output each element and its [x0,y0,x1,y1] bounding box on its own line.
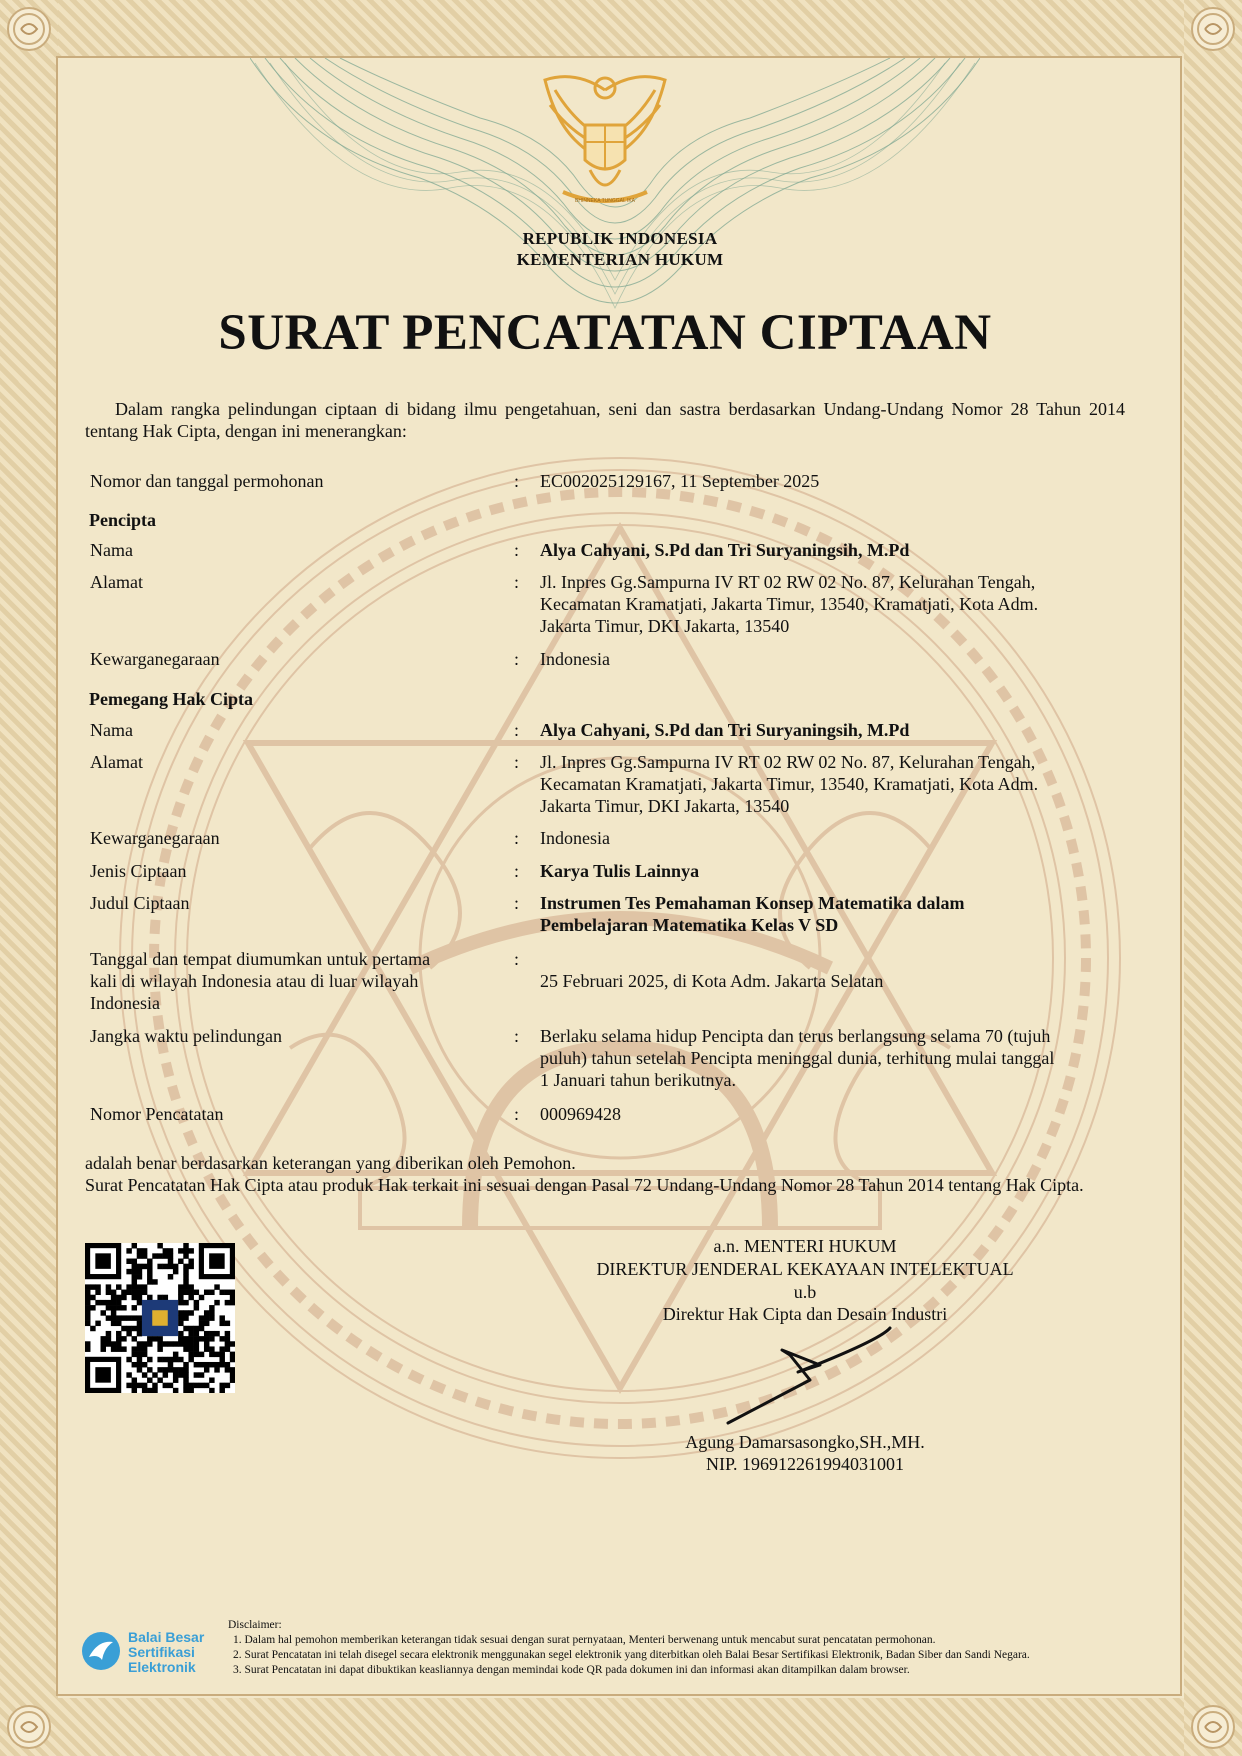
bsre-logo-line: Sertifikasi [128,1644,195,1660]
corner-ornament-icon [1188,4,1238,54]
closing-line-2: Surat Pencatatan Hak Cipta atau produk Hak terkait ini sesuai dengan Pasal 72 Undang-Undang Nomor 28 Tahun 2014 tentang Hak Cipta. [85,1175,1084,1195]
signatory-name: Agung Damarsasongko,SH.,MH. [685,1432,925,1452]
signature-line-2: DIREKTUR JENDERAL KEKAYAAN INTELEKTUAL [596,1259,1014,1279]
border-left [0,0,58,1756]
tanggal-label-line: Tanggal dan tempat diumumkan untuk pertama [90,949,431,969]
separator: : [514,1104,520,1124]
pencipta-nama-value: Alya Cahyani, S.Pd dan Tri Suryaningsih, M.Pd [540,540,910,560]
border-top [0,0,1242,58]
nomor-label: Nomor dan tanggal permohonan [90,471,324,491]
separator: : [514,1026,520,1046]
pencipta-nama-label: Nama [90,540,133,560]
signature-line-3: u.b [793,1282,817,1302]
separator: : [514,572,520,592]
disclaimer-item: 3. Surat Pencatatan ini dapat dibuktikan keasliannya dengan memindai kode QR pada dokumen ini dan informasi akan ditampilkan dalam browser. [233,1664,910,1676]
bsre-logo-icon [80,1630,122,1672]
jangka-waktu-label: Jangka waktu pelindungan [90,1026,282,1046]
separator: : [514,893,520,913]
intro-paragraph: Dalam rangka pelindungan ciptaan di bidang ilmu pengetahuan, seni dan sastra berdasarkan Undang-Undang Nomor 28 Tahun 2014 tentang Hak Cipta, dengan ini menerangkan: [85,399,1125,441]
page-title: SURAT PENCATATAN CIPTAAN [218,305,992,361]
pencipta-alamat-line: Jl. Inpres Gg.Sampurna IV RT 02 RW 02 No. 87, Kelurahan Tengah, [540,572,1036,592]
jangka-waktu-line: 1 Januari tahun berikutnya. [540,1070,736,1090]
pemegang-kewarganegaraan-value: Indonesia [540,828,610,848]
corner-ornament-icon [4,1702,54,1752]
garuda-emblem-icon [535,60,675,220]
bsre-logo-line: Elektronik [128,1659,196,1675]
separator: : [514,861,520,881]
qr-code [85,1243,235,1393]
pencipta-kewarganegaraan-label: Kewarganegaraan [90,649,220,669]
separator: : [514,540,520,560]
pemegang-kewarganegaraan-label: Kewarganegaraan [90,828,220,848]
separator: : [514,471,520,491]
pencipta-kewarganegaraan-value: Indonesia [540,649,610,669]
signature-line-1: a.n. MENTERI HUKUM [713,1236,897,1256]
jangka-waktu-line: Berlaku selama hidup Pencipta dan terus berlangsung selama 70 (tujuh [540,1026,1051,1046]
tanggal-label-line: kali di wilayah Indonesia atau di luar wilayah [90,971,419,991]
separator: : [514,720,520,740]
closing-line-1: adalah benar berdasarkan keterangan yang diberikan oleh Pemohon. [85,1153,576,1173]
pemegang-alamat-line: Jl. Inpres Gg.Sampurna IV RT 02 RW 02 No. 87, Kelurahan Tengah, [540,752,1036,772]
jenis-ciptaan-label: Jenis Ciptaan [90,861,187,881]
tanggal-value: 25 Februari 2025, di Kota Adm. Jakarta Selatan [540,971,884,991]
pencipta-heading: Pencipta [89,510,156,530]
header-kementerian: KEMENTERIAN HUKUM [516,250,724,269]
nomor-value: EC002025129167, 11 September 2025 [540,471,820,491]
corner-ornament-icon [1188,1702,1238,1752]
pencipta-alamat-line: Jakarta Timur, DKI Jakarta, 13540 [540,616,790,636]
separator: : [514,828,520,848]
disclaimer-heading: Disclaimer: [228,1619,282,1631]
border-right [1184,0,1242,1756]
signatory-nip: NIP. 196912261994031001 [705,1454,904,1474]
pemegang-nama-value: Alya Cahyani, S.Pd dan Tri Suryaningsih, M.Pd [540,720,910,740]
pemegang-nama-label: Nama [90,720,133,740]
jangka-waktu-line: puluh) tahun setelah Pencipta meninggal dunia, terhitung mulai tanggal [540,1048,1055,1068]
handwritten-signature [720,1320,900,1430]
pencipta-alamat-line: Kecamatan Kramatjati, Jakarta Timur, 13540, Kramatjati, Kota Adm. [540,594,1039,614]
judul-ciptaan-line: Instrumen Tes Pemahaman Konsep Matematika dalam [540,893,965,913]
pemegang-alamat-line: Jakarta Timur, DKI Jakarta, 13540 [540,796,790,816]
header-republik: REPUBLIK INDONESIA [522,229,718,248]
signature-line-4: Direktur Hak Cipta dan Desain Industri [662,1304,948,1324]
pemegang-alamat-label: Alamat [90,752,143,772]
corner-ornament-icon [4,4,54,54]
pemegang-heading: Pemegang Hak Cipta [89,689,253,709]
separator: : [514,949,520,969]
disclaimer-item: 1. Dalam hal pemohon memberikan keterangan tidak sesuai dengan surat pernyataan, Menteri berwenang untuk mencabut surat pencatatan permohonan. [233,1634,936,1646]
disclaimer-item: 2. Surat Pencatatan ini telah disegel secara elektronik menggunakan segel elektronik yang diterbitkan oleh Balai Besar Sertifikasi Elektronik, Badan Siber dan Sandi Negara. [233,1649,1030,1661]
separator: : [514,649,520,669]
pemegang-alamat-line: Kecamatan Kramatjati, Jakarta Timur, 13540, Kramatjati, Kota Adm. [540,774,1039,794]
judul-ciptaan-line: Pembelajaran Matematika Kelas V SD [540,915,839,935]
separator: : [514,752,520,772]
bsre-logo-line: Balai Besar [128,1629,205,1645]
judul-ciptaan-label: Judul Ciptaan [90,893,190,913]
tanggal-label-line: Indonesia [90,993,160,1013]
nomor-pencatatan-value: 000969428 [540,1104,621,1124]
qr-code-icon [85,1243,235,1393]
emblem-motto: BHINNEKA TUNGGAL IKA [574,198,636,204]
jenis-ciptaan-value: Karya Tulis Lainnya [540,861,700,881]
border-bottom [0,1698,1242,1756]
pencipta-alamat-label: Alamat [90,572,143,592]
nomor-pencatatan-label: Nomor Pencatatan [90,1104,224,1124]
